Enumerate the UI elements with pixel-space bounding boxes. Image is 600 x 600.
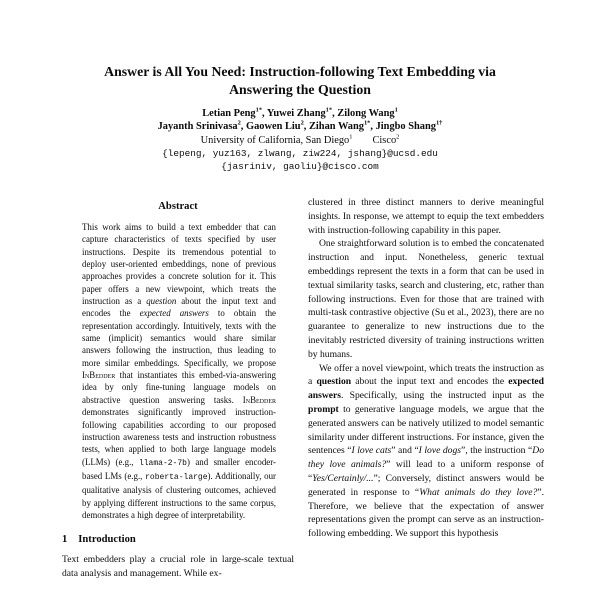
body-columns <box>62 196 544 600</box>
section-title: Introduction <box>78 534 136 546</box>
introduction-paragraph: Text embedders play a crucial role in large-scale textual data analysis and management. While ex- <box>62 554 294 580</box>
author-line-2: Jayanth Srinivasa$^2$, Gaowen Liu$^2$, Zihan Wang$^{1*}$, Jingbo Shang$^{1\dagger}$ <box>157 119 443 133</box>
section-heading-introduction <box>62 534 294 545</box>
abstract-body: This work aims to build a text embedder that can capture characteristics of texts specified by user instructions. Despite its tremendous potential to deploy user-oriented embeddings, none of previous approaches provides a concrete solution for it. This paper offers a new viewpoint, which treats the instruction as a question about the input text and encodes the expected answers to obtain the representation accordingly. Intuitively, texts with the same (implicit) semantics would share similar answers following the instruction, thus leading to more similar embeddings. Specifically, we propose InBedder that instantiates this embed-via-answering idea by only fine-tuning language models on abstractive question answering tasks. InBedder demonstrates significantly improved instruction-following capabilities according to our proposed instruction awareness tests and instruction robustness tests, when applied to both large language models (LLMs) (e.g., llama-2-7b) and smaller encoder-based LMs (e.g., roberta-large). Additionally, our qualitative analysis of clustering outcomes, achieved by applying different instructions to the same corpus, demonstrates a high degree of interpretability. <box>82 222 276 520</box>
author-block <box>0 107 600 173</box>
affiliation-cisco: Cisco$^2$ <box>372 133 400 146</box>
author-line-1: Letian Peng$^{1*}$, Yuwei Zhang$^{1*}$, Zilong Wang$^1$ <box>202 106 398 119</box>
body-paragraph-3: We offer a novel viewpoint, which treats the instruction as a question about the input text and encodes the expected answers. Specifically, using the instructed input as the prompt to generative language models, we argue that the generated answers can be natively utilized to model semantic similarity under different instructions. For instance, given the sentences “I love cats” and “I love dogs”, the instruction “Do they love animals?” will lead to a uniform response of “Yes/Certainly/...”; Conversely, distinct answers would be generated in response to “What animals do they love?”. Therefore, we believe that the expectation of answer representations given the prompt can serve as an instruction-following embedding. We support this hypothesis <box>308 362 544 540</box>
left-column <box>62 196 294 600</box>
introduction-text <box>62 553 294 581</box>
paper-title <box>40 63 560 98</box>
affiliation-ucsd: University of California, San Diego$^1$ <box>200 133 353 146</box>
email-cisco: {jasriniv, gaoliu}@cisco.com <box>221 161 379 173</box>
body-paragraph-1: clustered in three distinct manners to derive meaningful insights. In response, we attempt to equip the text embedders with instruction-following capability in this paper. <box>308 197 544 236</box>
right-column <box>308 196 544 600</box>
title-line-1: Answer is All You Need: Instruction-following Text Embedding via <box>104 64 496 79</box>
body-paragraph-2: One straightforward solution is to embed the concatenated instruction and input. Nonetheless, generic textual embeddings represent the texts in a form that can be used in textual similarity tasks, search and clustering, etc, rather than following instructions. Even for those that are trained with multi-task contrastive objective (Su et al., 2023), there are no guarantee to generalize to new instructions due to the inevitably restricted diversity of training instructions written by humans. <box>308 238 544 360</box>
section-number: 1 <box>62 534 68 546</box>
email-ucsd: {lepeng, yuz163, zlwang, ziw224, jshang}@ucsd.edu <box>162 147 438 159</box>
right-column-text <box>308 196 544 541</box>
title-line-2: Answering the Question <box>229 81 371 97</box>
abstract-heading: Abstract <box>158 201 198 212</box>
affiliation-line <box>0 134 600 147</box>
